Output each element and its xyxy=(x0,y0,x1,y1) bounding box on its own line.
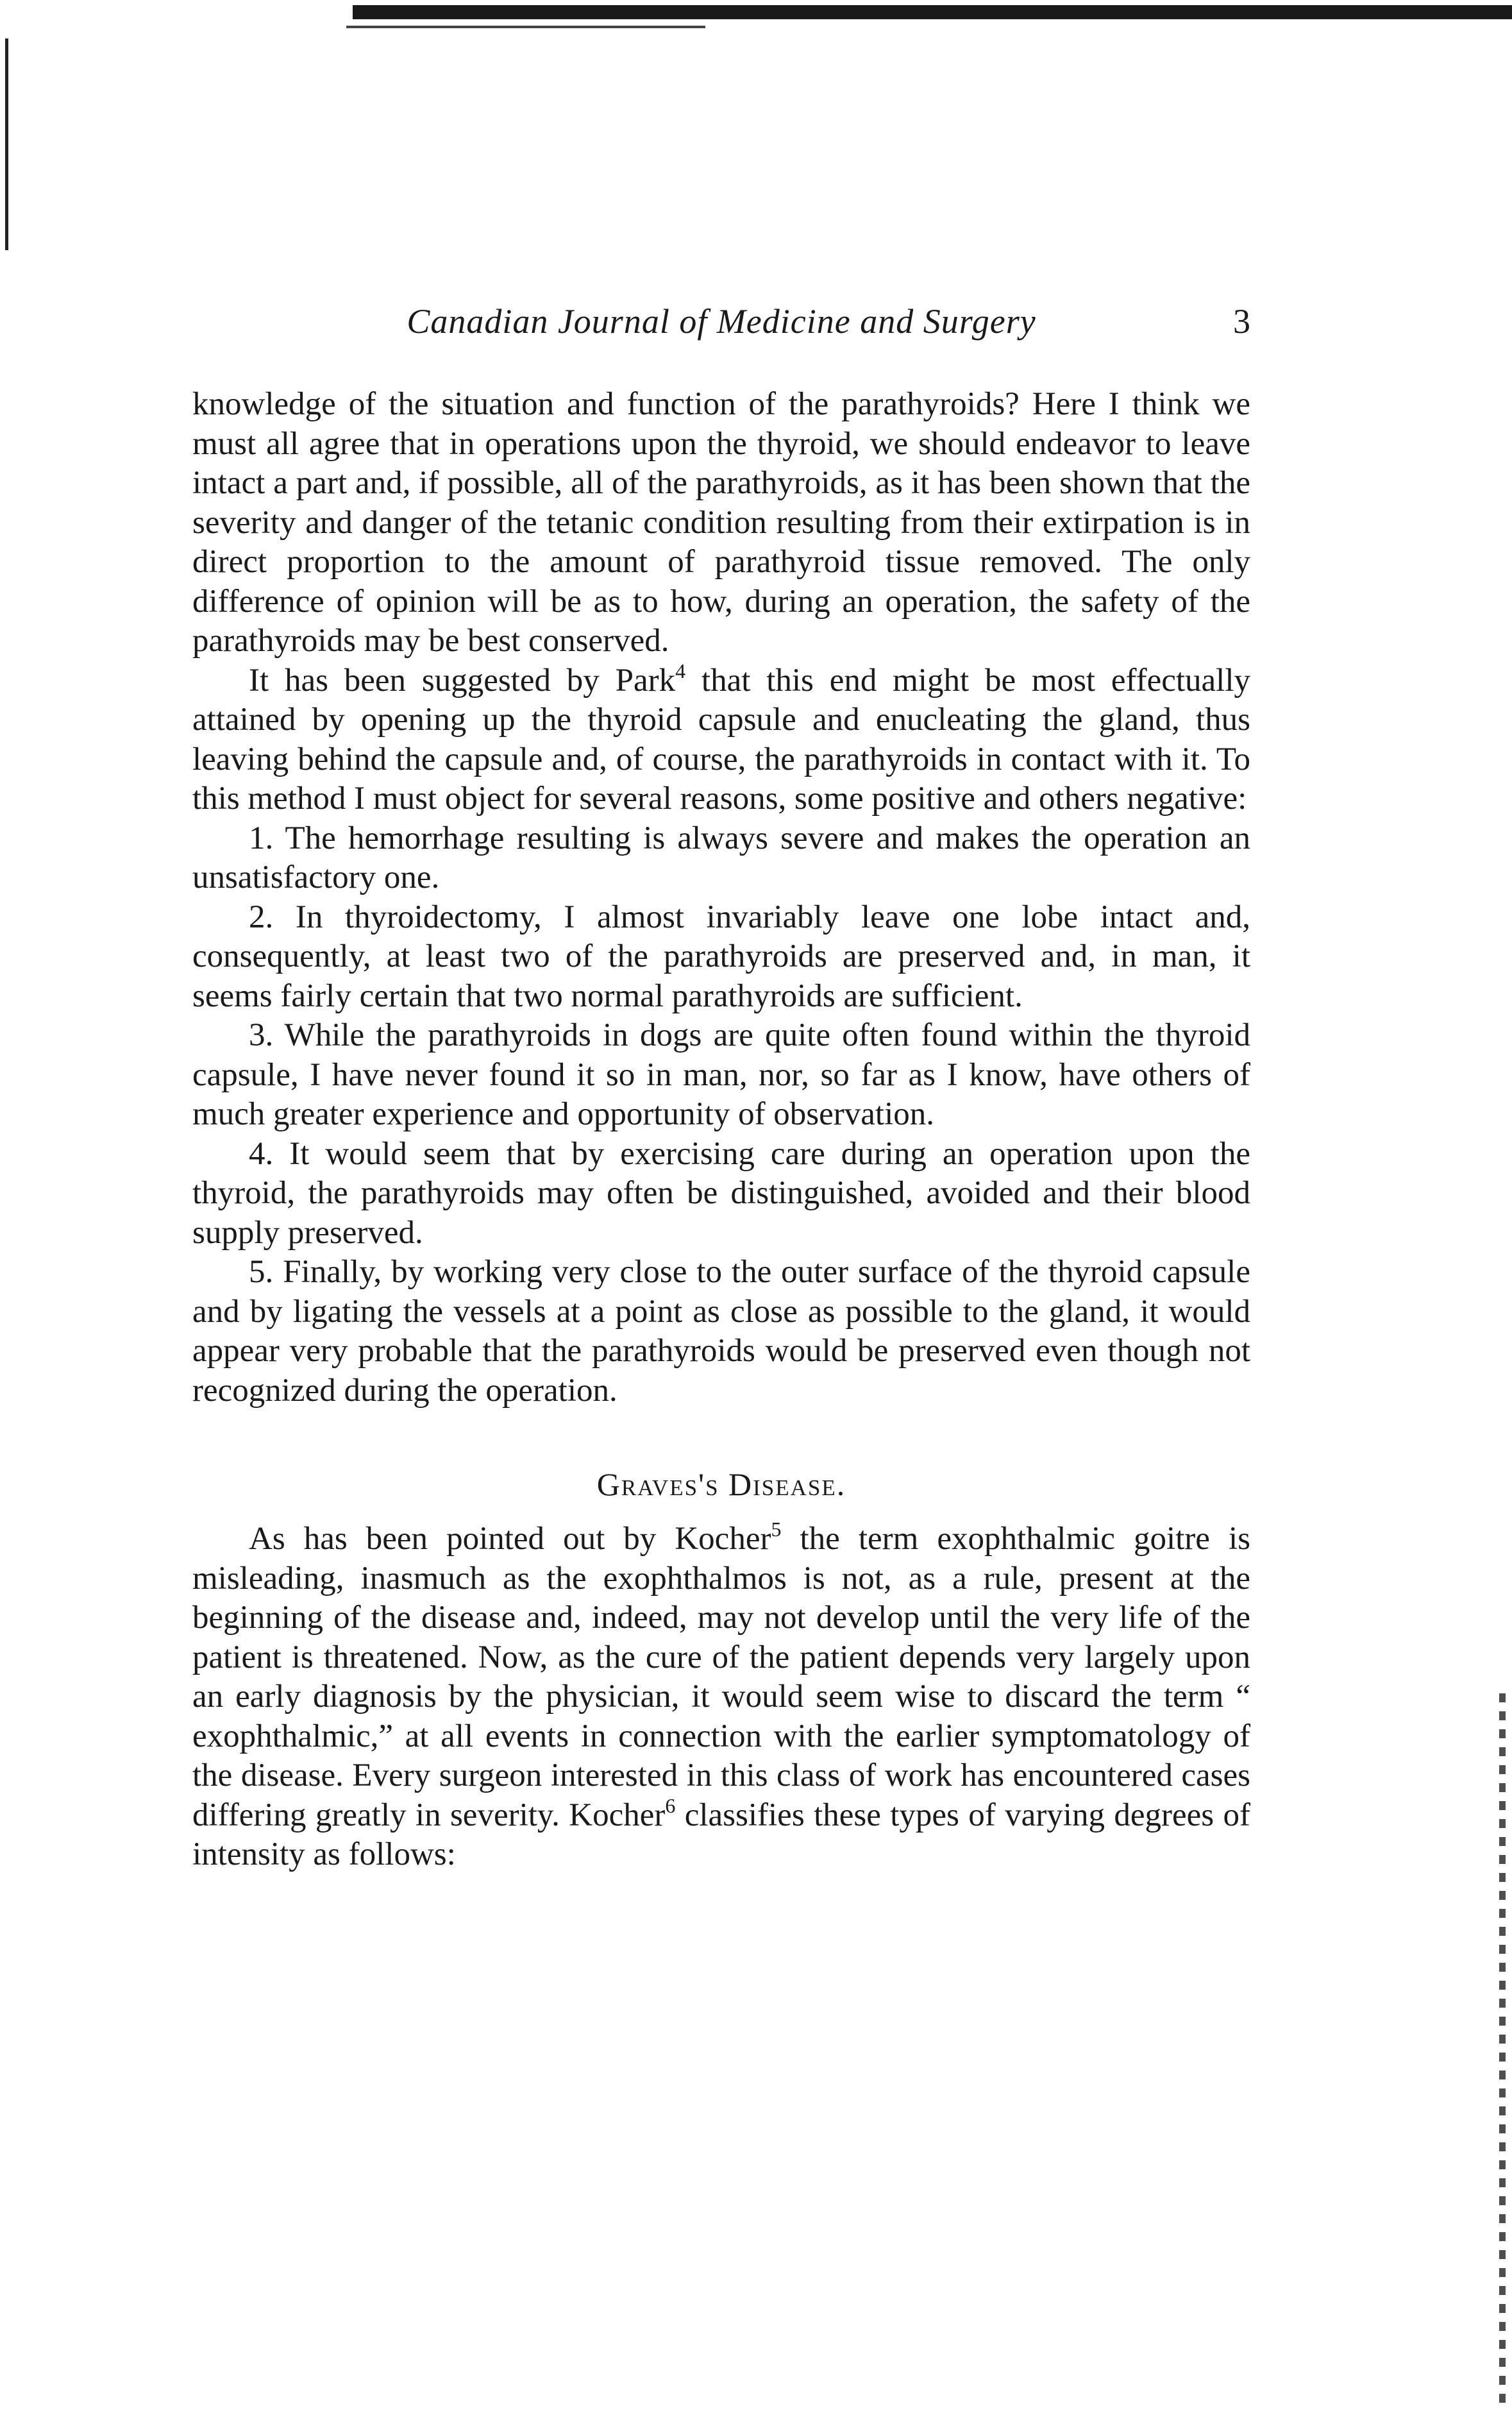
list-item-3: 3. While the parathyroids in dogs are quite often found within the thyroid capsule, I have never found it so in man, nor, so far as I know, have others of much greater experience and opportunity of observation. xyxy=(192,1017,1250,1132)
top-edge-thin-rule xyxy=(346,26,705,28)
paragraph-text: the term exophthalmic goitre is misleading, inasmuch as the exophthalmos is not, as a rule, present at the beginning of the disease and, indeed, may not develop until the very life of the patient is threatened. Now, as the cure of the patient depends very largely upon an early diagnosis by the physician, it would seem wise to discard the term “ exophthalmic,” at all events in connection with the earlier symptomatology of the disease. Every surgeon interested in this class of work has encountered cases differing greatly in severity. Kocher xyxy=(192,1521,1250,1833)
paragraph-text: classifies these types of varying degrees of intensity as follows: xyxy=(192,1797,1250,1872)
section-heading: Graves's Disease. xyxy=(596,1466,846,1502)
paragraph-graves xyxy=(192,1520,1250,1875)
list-item-4: 4. It would seem that by exercising care during an operation upon the thyroid, the parathyroids may often be distinguished, avoided and their blood supply preserved. xyxy=(192,1135,1250,1251)
journal-title: Canadian Journal of Medicine and Surgery xyxy=(407,302,1036,341)
left-margin-mark xyxy=(5,38,8,250)
paragraph-park xyxy=(192,661,1250,819)
list-item-5: 5. Finally, by working very close to the outer surface of the thyroid capsule and by ligating the vessels at a point as close as possible to the gland, it would appear very probable that the parathyroids would be preserved even though not recognized during the operation. xyxy=(192,1254,1250,1409)
footnote-ref: 6 xyxy=(665,1793,676,1817)
right-binding-edge xyxy=(1499,1693,1506,2412)
list-item-2: 2. In thyroidectomy, I almost invariably leave one lobe intact and, consequently, at least two of the parathyroids are preserved and, in man, it seems fairly certain that two normal parathyroids are sufficient. xyxy=(192,899,1250,1014)
running-head xyxy=(192,301,1250,353)
paragraph-text: As has been pointed out by Kocher xyxy=(249,1521,771,1557)
top-edge-rule xyxy=(353,5,1512,19)
page xyxy=(192,301,1250,1875)
paragraph-text: that this end might be most effectually attained by opening up the thyroid capsule and enucleating the gland, thus leaving behind the capsule and, of course, the parathyroids in contact with it. To this method I must object for several reasons, some positive and others negative: xyxy=(192,662,1250,817)
paragraph-continuation: knowledge of the situation and function of the parathyroids? Here I think we must all agree that in operations upon the thyroid, we should endeavor to leave intact a part and, if possible, all of the parathyroids, as it has been shown that the severity and danger of the tetanic condition resulting from their extirpation is in direct proportion to the amount of parathyroid tissue removed. The only difference of opinion will be as to how, during an operation, the safety of the parathyroids may be best conserved. xyxy=(192,386,1250,659)
list-item-1: 1. The hemorrhage resulting is always severe and makes the operation an unsatisfactory one. xyxy=(192,820,1250,895)
footnote-ref: 5 xyxy=(771,1518,782,1541)
page-number: 3 xyxy=(1233,302,1250,341)
paragraph-text: It has been suggested by Park xyxy=(249,662,676,699)
footnote-ref: 4 xyxy=(675,659,686,682)
body-text xyxy=(192,385,1250,1875)
